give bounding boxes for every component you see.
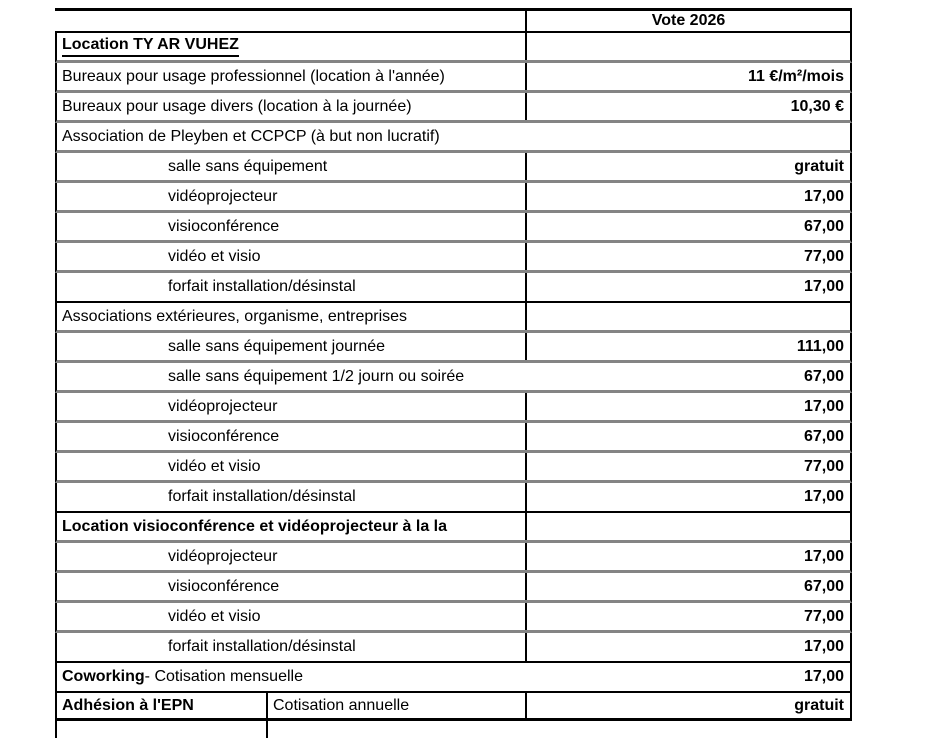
row-value: 67,00 xyxy=(525,573,850,600)
row-value: 17,00 xyxy=(525,273,850,301)
row-label: Association de Pleyben et CCPCP (à but non lucratif) xyxy=(62,127,440,145)
row-section-association-pleyben xyxy=(55,123,852,153)
row-label xyxy=(57,33,525,60)
row-value: 67,00 xyxy=(803,367,844,385)
row-forfait-installation xyxy=(55,273,852,303)
row-value: 77,00 xyxy=(525,603,850,630)
row-video-et-visio xyxy=(55,603,852,633)
row-value: gratuit xyxy=(525,693,850,718)
row-sublabel: Cotisation annuelle xyxy=(273,696,410,714)
row-value: 67,00 xyxy=(525,213,850,240)
row-label: visioconférence xyxy=(168,577,280,595)
row-value: 17,00 xyxy=(803,668,844,685)
row-label: Bureaux pour usage divers (location à la journée) xyxy=(62,97,412,115)
row-value: 111,00 xyxy=(525,333,850,360)
row-section-associations-exterieures xyxy=(55,303,852,333)
header-row xyxy=(55,8,852,33)
row-section-location-visio xyxy=(55,513,852,543)
row-bureaux-divers xyxy=(55,93,852,123)
row-coworking xyxy=(55,663,852,693)
row-videoprojecteur xyxy=(55,543,852,573)
row-label: Location visioconférence et vidéoprojecteur à la la xyxy=(62,517,448,535)
row-label: vidéo et visio xyxy=(168,607,261,625)
row-label: Bureaux pour usage professionnel (location à l'année) xyxy=(62,67,445,85)
row-label-text: Location TY AR VUHEZ xyxy=(62,36,239,57)
row-label: vidéoprojecteur xyxy=(168,547,278,565)
row-value: 17,00 xyxy=(525,543,850,570)
grid-line-stub xyxy=(57,721,268,738)
row-label: salle sans équipement 1/2 journ ou soirée xyxy=(168,367,465,385)
row-value: 17,00 xyxy=(525,183,850,210)
row-value: 67,00 xyxy=(525,423,850,450)
row-salle-demi-journee xyxy=(55,363,852,393)
row-value: 11 €/m²/mois xyxy=(525,63,850,90)
row-label: visioconférence xyxy=(168,217,280,235)
row-value: 17,00 xyxy=(525,393,850,420)
row-video-et-visio xyxy=(55,453,852,483)
row-label: visioconférence xyxy=(168,427,280,445)
row-value: 17,00 xyxy=(525,483,850,511)
row-label: salle sans équipement xyxy=(168,157,328,175)
row-label: forfait installation/désinstal xyxy=(168,488,356,505)
row-forfait-installation xyxy=(55,483,852,513)
row-label: vidéo et visio xyxy=(168,457,261,475)
row-label-rest: - Cotisation mensuelle xyxy=(144,668,303,685)
row-visioconference xyxy=(55,423,852,453)
row-value: 77,00 xyxy=(525,453,850,480)
pricing-table xyxy=(55,8,852,738)
row-label xyxy=(57,663,525,691)
row-label: forfait installation/désinstal xyxy=(168,278,356,295)
row-value: 77,00 xyxy=(525,243,850,270)
row-label: Associations extérieures, organisme, entreprises xyxy=(62,307,408,325)
row-adhesion-epn xyxy=(55,693,852,721)
row-value xyxy=(525,303,850,330)
row-label: Adhésion à l'EPN xyxy=(57,693,268,718)
row-visioconference xyxy=(55,573,852,603)
row-location-ty-ar-vuhez xyxy=(55,33,852,63)
row-label-bold-part: Coworking xyxy=(62,668,145,685)
row-label: salle sans équipement journée xyxy=(168,337,386,355)
row-label: forfait installation/désinstal xyxy=(168,638,356,655)
row-value: 10,30 € xyxy=(525,93,850,120)
row-label: vidéoprojecteur xyxy=(168,187,278,205)
row-visioconference xyxy=(55,213,852,243)
row-salle-journee xyxy=(55,333,852,363)
row-bureaux-professionnel xyxy=(55,63,852,93)
row-salle-sans-equipement xyxy=(55,153,852,183)
column-header-vote-2026: Vote 2026 xyxy=(525,11,850,31)
row-grid-stub xyxy=(55,721,852,738)
row-video-et-visio xyxy=(55,243,852,273)
row-label: vidéoprojecteur xyxy=(168,397,278,415)
row-value: gratuit xyxy=(525,153,850,180)
row-value xyxy=(525,33,850,60)
row-videoprojecteur xyxy=(55,393,852,423)
row-label: vidéo et visio xyxy=(168,247,261,265)
row-value xyxy=(525,513,850,540)
row-value: 17,00 xyxy=(525,633,850,661)
row-label xyxy=(55,11,525,31)
row-forfait-installation xyxy=(55,633,852,663)
row-videoprojecteur xyxy=(55,183,852,213)
